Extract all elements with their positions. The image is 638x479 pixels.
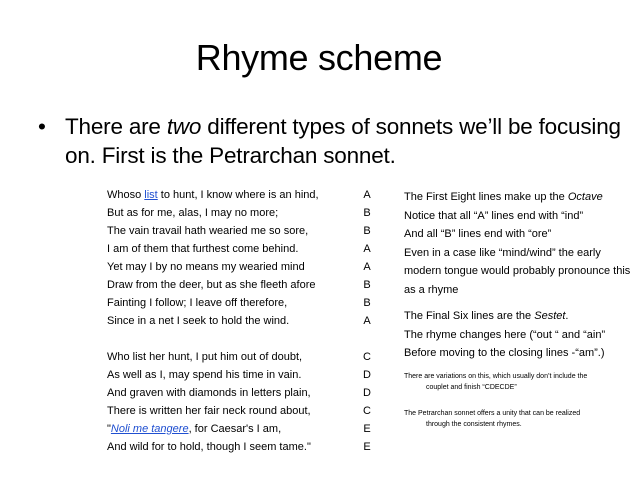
- stanza-gap: [107, 330, 347, 348]
- poem-line: Yet may I by no means my wearied mind: [107, 261, 305, 273]
- poem-line: And wild for to hold, though I seem tame.": [107, 441, 311, 453]
- rhyme-letter: B: [363, 207, 371, 219]
- note-octave: [404, 188, 634, 207]
- notes-gap: [404, 363, 634, 371]
- poem-line: Since in a net I seek to hold the wind.: [107, 315, 290, 327]
- note-mind-wind: Even in a case like “mind/wind” the early modern tongue would probably pronounce this as a rhyme: [404, 246, 631, 296]
- rhyme-letter: D: [363, 387, 371, 399]
- poem-line: Fainting I follow; I leave off therefore,: [107, 297, 288, 309]
- note-sestet-pre: The Final Six lines are the: [404, 310, 535, 322]
- notes-gap: [404, 299, 634, 307]
- rhyme-letter: E: [363, 441, 371, 453]
- poem-text: [107, 186, 347, 456]
- poem-line-13-post: , for Caesar's I am,: [188, 423, 282, 435]
- poem-line: But as for me, alas, I may no more;: [107, 207, 279, 219]
- note-unity-line-1: The Petrarchan sonnet offers a unity that can be realized: [404, 409, 581, 417]
- note-octave-pre: The First Eight lines make up the: [404, 191, 568, 203]
- poem-line: As well as I, may spend his time in vain.: [107, 369, 302, 381]
- rhyme-letter: B: [363, 279, 371, 291]
- rhyme-letter: A: [363, 315, 371, 327]
- rhyme-letter: C: [363, 405, 371, 417]
- poem-line: Draw from the deer, but as she fleeth afore: [107, 279, 316, 291]
- note-sestet-term: Sestet: [534, 310, 566, 322]
- poem-link-list[interactable]: list: [144, 189, 158, 201]
- rhyme-letter: C: [363, 351, 371, 363]
- note-octave-term: Octave: [567, 191, 603, 203]
- bullet-text-pre: There are: [65, 114, 167, 139]
- rhyme-letter: B: [363, 297, 371, 309]
- rhyme-letter: A: [363, 243, 371, 255]
- note-b-lines: And all “B” lines end with “ore”: [404, 228, 552, 240]
- note-unity: [404, 408, 634, 431]
- poem-line: Who list her hunt, I put him out of doubt,: [107, 351, 303, 363]
- poem-line-1-pre: Whoso: [107, 189, 145, 201]
- poem-link-noli-text: Noli me tangere: [110, 423, 189, 435]
- rhyme-column: [355, 186, 379, 456]
- notes-gap: [404, 394, 634, 408]
- note-sestet-post: .: [565, 310, 569, 322]
- note-variations-line-1: There are variations on this, which usually don’t include the: [404, 372, 588, 380]
- poem-line-1-post: to hunt, I know where is an hind,: [157, 189, 319, 201]
- poem-line: And graven with diamonds in letters plain,: [107, 387, 311, 399]
- note-rhyme-changes: The rhyme changes here (“out “ and “ain”: [404, 328, 606, 341]
- note-unity-line-2: through the consistent rhymes.: [426, 421, 522, 428]
- rhyme-letter: A: [363, 261, 371, 273]
- notes-column: [404, 188, 634, 431]
- stanza-gap: [355, 330, 379, 348]
- bullet-text: [65, 112, 625, 170]
- poem-line: I am of them that furthest come behind.: [107, 243, 299, 255]
- rhyme-letter: D: [363, 369, 371, 381]
- note-sestet: [404, 307, 634, 326]
- bullet-emphasis: two: [166, 114, 202, 139]
- poem-line-13: [107, 420, 347, 438]
- note-closing-lines: Before moving to the closing lines -“am”.): [404, 347, 605, 359]
- bullet-dot: •: [38, 114, 46, 139]
- rhyme-letter: E: [363, 423, 371, 435]
- bullet-text-post: different types of sonnets we’ll be focusing on. First is the Petrarchan sonnet.: [65, 114, 621, 168]
- rhyme-letter: A: [363, 189, 371, 201]
- note-variations-line-2: couplet and finish “CDECDE”: [426, 384, 517, 391]
- slide-title: Rhyme scheme: [195, 37, 443, 78]
- poem-line-13-pre: ": [107, 423, 111, 435]
- poem-line: There is written her fair neck round about,: [107, 405, 311, 417]
- poem-line: The vain travail hath wearied me so sore,: [107, 225, 309, 237]
- note-variations: [404, 371, 634, 394]
- poem-link-noli-me-tangere[interactable]: [111, 423, 189, 435]
- poem-line-1: [107, 186, 347, 204]
- rhyme-letter: B: [363, 225, 371, 237]
- note-a-lines: Notice that all “A” lines end with “ind”: [404, 209, 584, 222]
